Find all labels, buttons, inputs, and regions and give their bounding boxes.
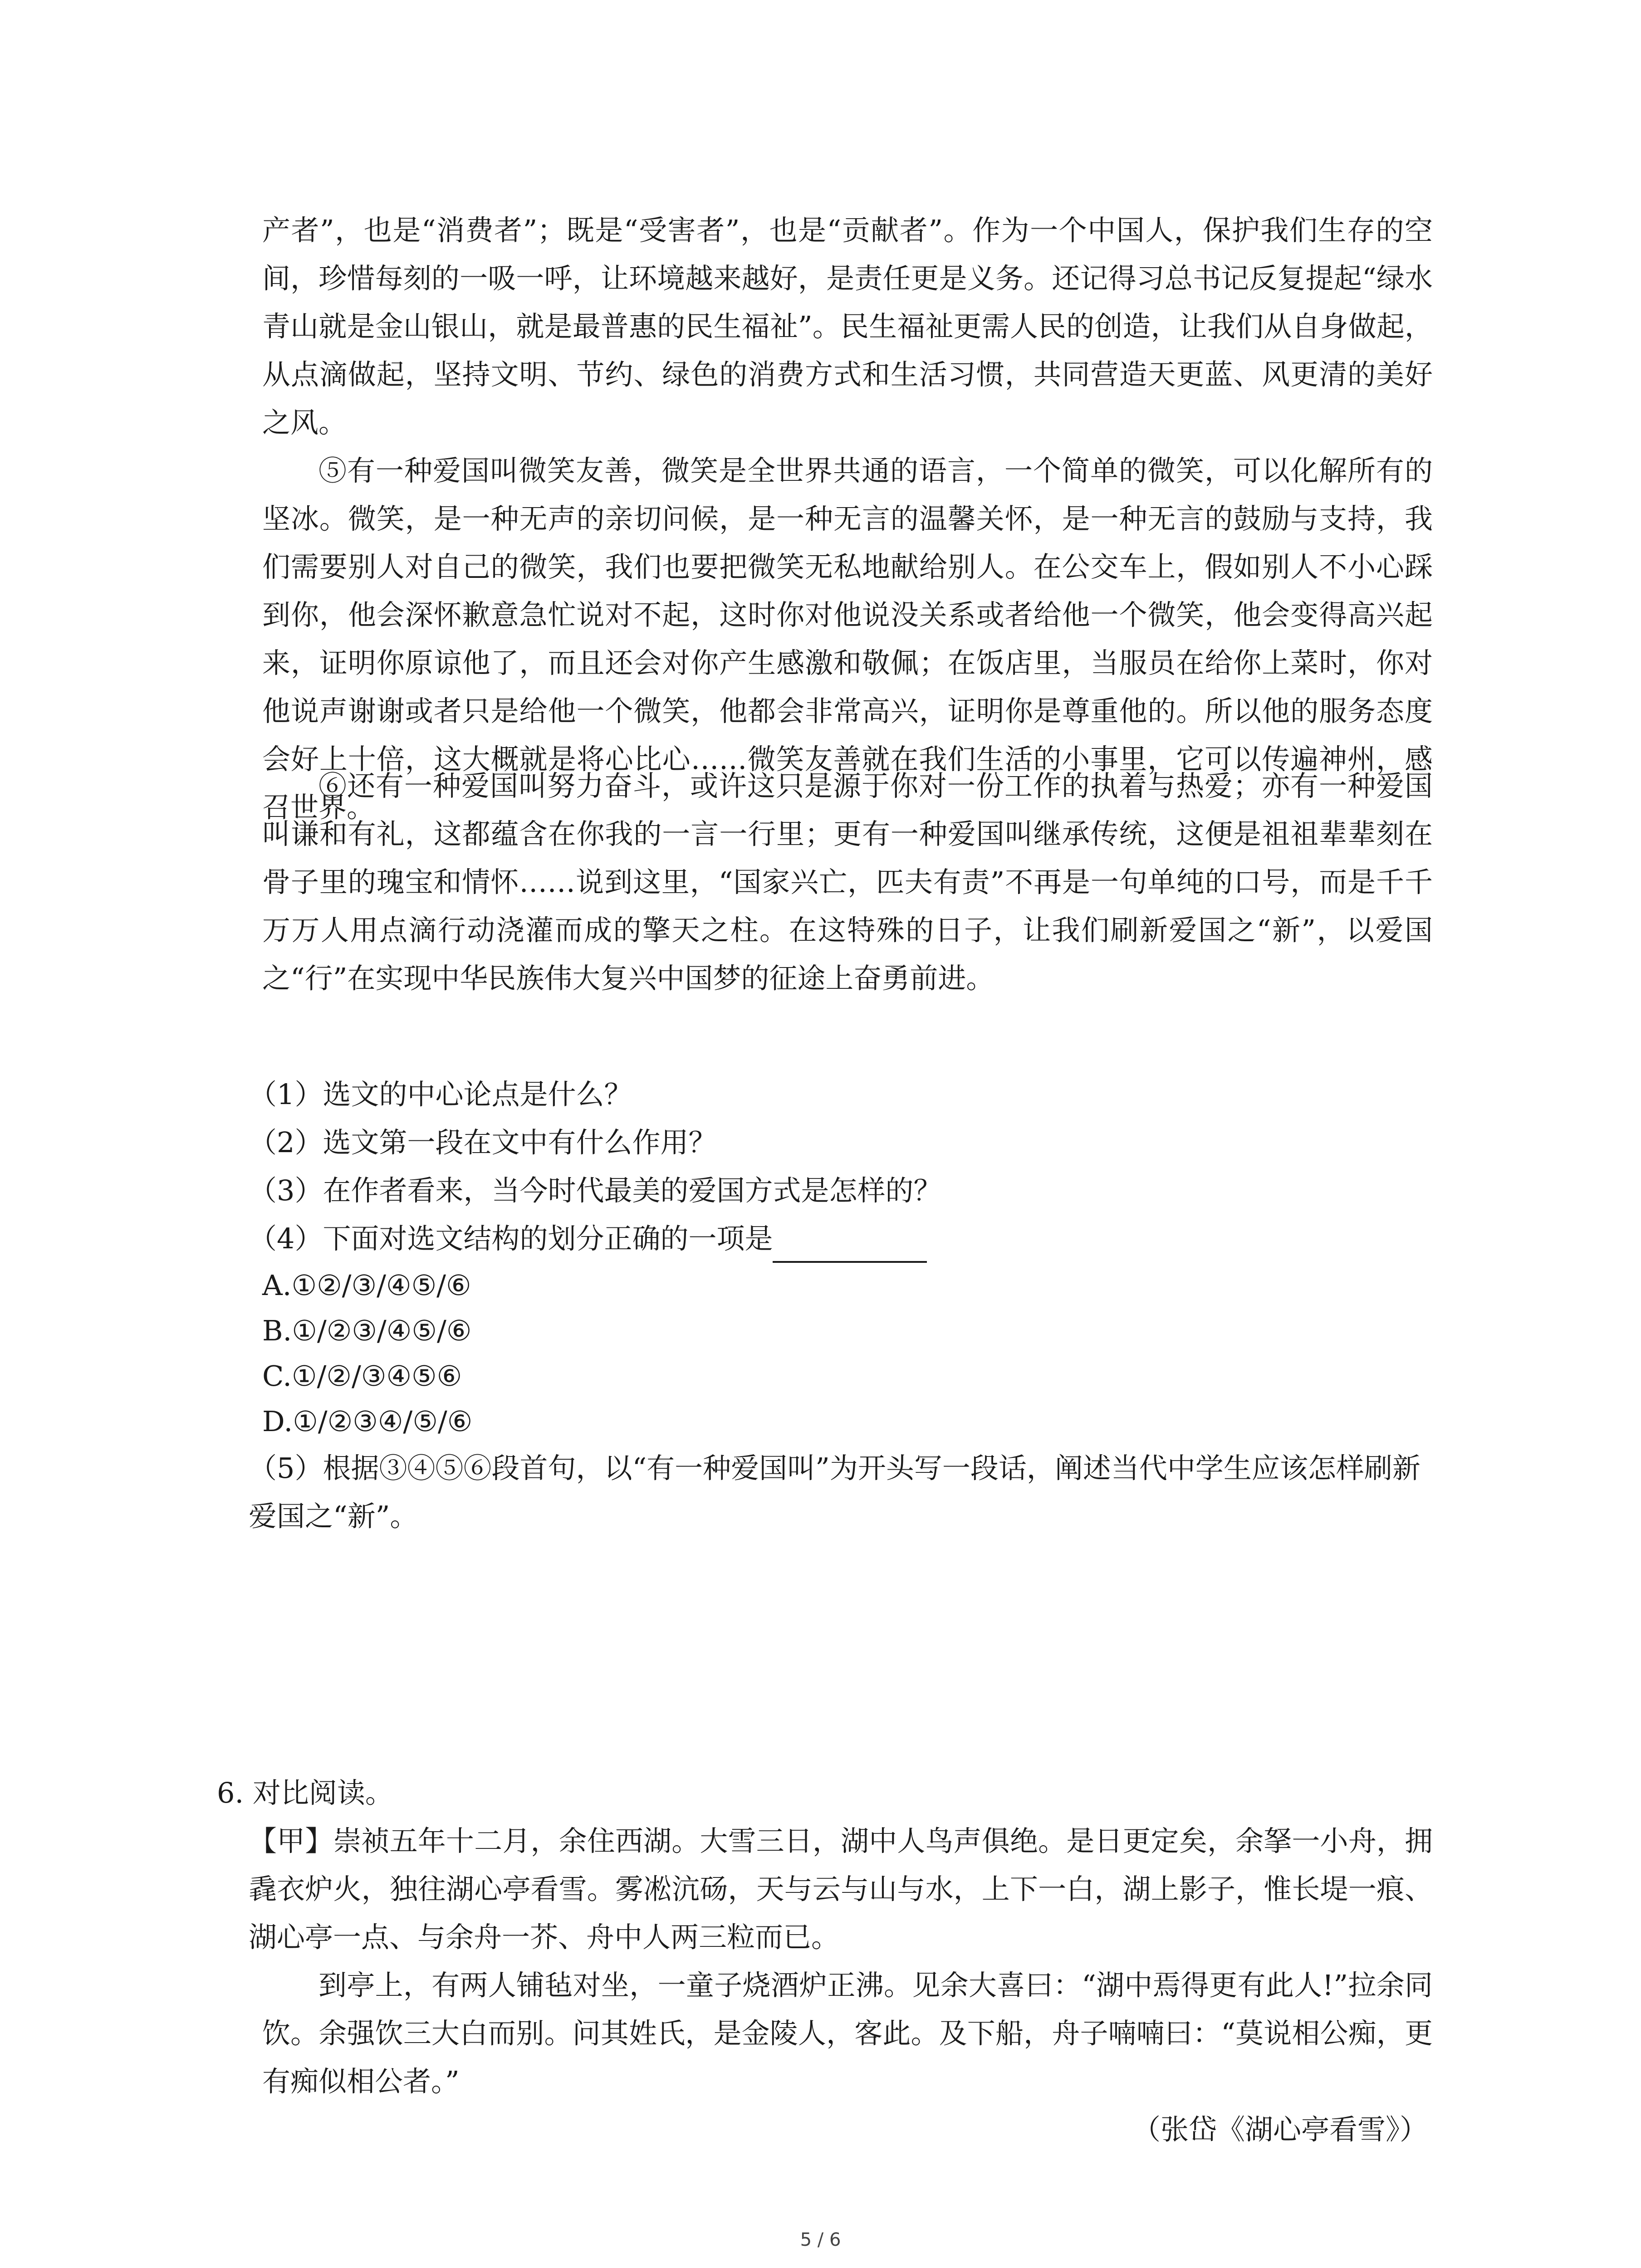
option-c: C.①/②/③④⑤⑥ [262, 1359, 462, 1393]
question-4-text: （4）下面对选文结构的划分正确的一项是 [249, 1222, 773, 1255]
question-5: （5）根据③④⑤⑥段首句，以“有一种爱国叫”为开头写一段话，阐述当代中学生应该怎样刷新爱国之“新”。 [249, 1452, 1421, 1533]
option-a: A.①②/③/④⑤/⑥ [262, 1269, 471, 1302]
answer-blank[interactable] [773, 1229, 927, 1263]
passage-paragraph-4-end: 产者”，也是“消费者”；既是“受害者”，也是“贡献者”。作为一个中国人，保护我们生存的空间，珍惜每刻的一吸一呼，让环境越来越好，是责任更是义务。还记得习总书记反复提起“绿水青山就是金山银山，就是最普惠的民生福祉”。民生福祉更需人民的创造，让我们从自身做起，从点滴做起，坚持文明、节约、绿色的消费方式和生活习惯，共同营造天更蓝、风更清的美好之风。 [262, 214, 1433, 439]
question-6-title: 6. 对比阅读。 [217, 1776, 393, 1809]
page-number: 5 / 6 [800, 2229, 841, 2250]
question-1: （1）选文的中心论点是什么？ [249, 1078, 632, 1111]
passage-paragraph-6: ⑥还有一种爱国叫努力奋斗，或许这只是源于你对一份工作的执着与热爱；亦有一种爱国叫谦和有礼，这都蕴含在你我的一言一行里；更有一种爱国叫继承传统，这便是祖祖辈辈刻在骨子里的瑰宝和情怀……说到这里，“国家兴亡，匹夫有责”不再是一句单纯的口号，而是千千万万人用点滴行动浇灌而成的擎天之柱。在这特殊的日子，让我们刷新爱国之“新”，以爱国之“行”在实现中华民族伟大复兴中国梦的征途上奋勇前进。 [262, 769, 1433, 995]
option-b: B.①/②③/④⑤/⑥ [262, 1314, 472, 1347]
question-2: （2）选文第一段在文中有什么作用？ [249, 1126, 717, 1159]
question-4 [249, 1215, 1433, 1263]
passage-source: （张岱《湖心亭看雪》） [1132, 2113, 1428, 2146]
passage-jia-paragraph-2: 到亭上，有两人铺毡对坐，一童子烧酒炉正沸。见余大喜曰：“湖中焉得更有此人!”拉余同饮。余强饮三大白而别。问其姓氏，是金陵人，客此。及下船，舟子喃喃曰：“莫说相公痴，更有痴似相公者。” [262, 1969, 1433, 2098]
option-d: D.①/②③④/⑤/⑥ [262, 1405, 473, 1438]
passage-paragraph-5: ⑤有一种爱国叫微笑友善，微笑是全世界共通的语言，一个简单的微笑，可以化解所有的坚冰。微笑，是一种无声的亲切问候，是一种无言的温馨关怀，是一种无言的鼓励与支持，我们需要别人对自己的微笑，我们也要把微笑无私地献给别人。在公交车上，假如别人不小心踩到你，他会深怀歉意急忙说对不起，这时你对他说没关系或者给他一个微笑，他会变得高兴起来，证明你原谅他了，而且还会对你产生感激和敬佩；在饭店里，当服员在给你上菜时，你对他说声谢谢或者只是给他一个微笑，他都会非常高兴，证明你是尊重他的。所以他的服务态度会好上十倍，这大概就是将心比心……微笑友善就在我们生活的小事里，它可以传遍神州，感召世界。 [262, 454, 1433, 824]
question-3: （3）在作者看来，当今时代最美的爱国方式是怎样的？ [249, 1174, 942, 1207]
passage-jia-paragraph-1: 【甲】崇祯五年十二月，余住西湖。大雪三日，湖中人鸟声俱绝。是日更定矣，余拏一小舟，拥毳衣炉火，独往湖心亭看雪。雾凇沆砀，天与云与山与水，上下一白，湖上影子，惟长堤一痕、湖心亭一点、与余舟一芥、舟中人两三粒而已。 [249, 1824, 1433, 1954]
